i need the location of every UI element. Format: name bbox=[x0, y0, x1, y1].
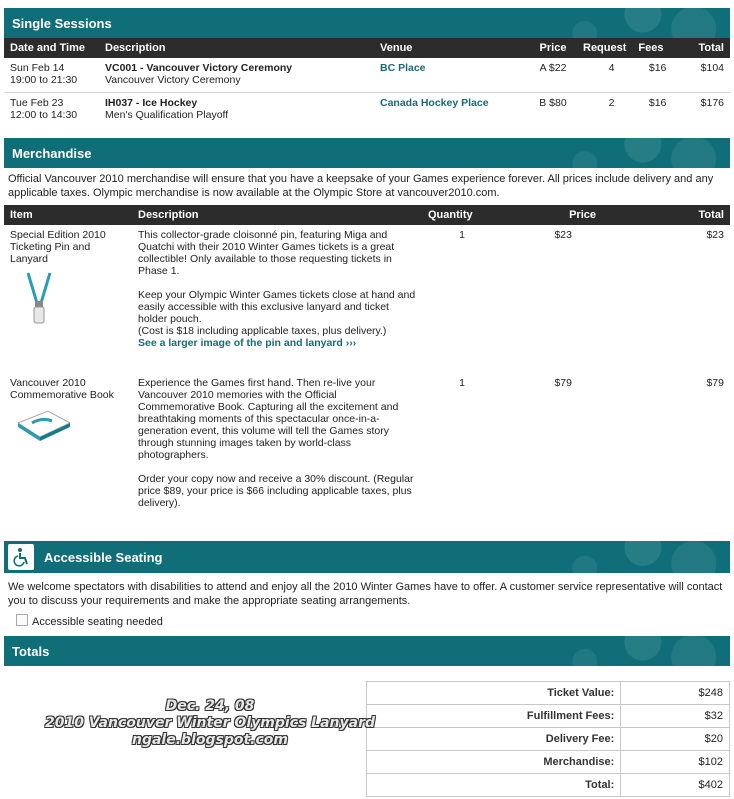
table-row bbox=[4, 92, 730, 126]
col-description: Description bbox=[99, 38, 374, 58]
section-title: Totals bbox=[12, 643, 50, 659]
totals-label: Fulfillment Fees: bbox=[367, 705, 621, 728]
merchandise-table bbox=[4, 205, 730, 523]
session-time: 19:00 to 21:30 bbox=[10, 74, 78, 86]
item-description: This collector-grade cloisonné pin, featuring Miga and Quatchi with their 2010 Winter Games tickets is a great collectible! Only available to those requesting tickets in Phase 1. bbox=[138, 229, 395, 277]
totals-label: Merchandise: bbox=[367, 751, 621, 774]
session-desc: Vancouver Victory Ceremony bbox=[105, 74, 241, 86]
session-date: Tue Feb 23 bbox=[10, 96, 64, 109]
accessible-intro: We welcome spectators with disabilities to attend and enjoy all the 2010 Winter Games have to offer. A customer service representative will contact you to discuss your requirements and make the appropriate seating arrangements. bbox=[8, 581, 723, 607]
totals-value: $402 bbox=[621, 774, 730, 797]
totals-value: $20 bbox=[621, 728, 730, 751]
venue-link[interactable]: Canada Hockey Place bbox=[380, 96, 489, 109]
lanyard-icon bbox=[24, 271, 54, 327]
item-name: Vancouver 2010 Commemorative Book bbox=[10, 377, 114, 401]
totals-value: $102 bbox=[621, 751, 730, 774]
totals-value: $32 bbox=[621, 705, 730, 728]
table-row bbox=[4, 225, 730, 373]
session-code: IH037 - Ice Hockey bbox=[105, 96, 198, 109]
session-request: 4 bbox=[577, 58, 632, 92]
session-time: 12:00 to 14:30 bbox=[10, 108, 78, 121]
item-description: Order your copy now and receive a 30% discount. (Regular price $89, your price is $66 including applicable taxes, plus delivery). bbox=[138, 473, 414, 509]
wheelchair-icon bbox=[8, 544, 34, 570]
watermark-line: Dec. 24, 08 bbox=[165, 698, 255, 714]
sessions-table bbox=[4, 38, 730, 126]
session-request: 2 bbox=[608, 96, 615, 109]
col-description: Description bbox=[132, 205, 422, 225]
totals-label: Delivery Fee: bbox=[367, 728, 621, 751]
col-item: Item bbox=[4, 205, 132, 225]
item-total: $23 bbox=[706, 229, 724, 241]
accessible-seating-label: Accessible seating needed bbox=[32, 616, 163, 628]
single-sessions-header bbox=[4, 8, 730, 38]
session-price: A $22 bbox=[529, 58, 577, 92]
table-row bbox=[367, 774, 730, 797]
watermark bbox=[40, 698, 380, 749]
table-row bbox=[367, 705, 730, 728]
col-total: Total bbox=[680, 38, 730, 58]
section-title: Merchandise bbox=[12, 145, 92, 161]
item-price: $79 bbox=[554, 377, 572, 389]
col-price: Price bbox=[529, 38, 577, 58]
totals-value: $248 bbox=[621, 682, 730, 705]
col-total: Total bbox=[602, 205, 730, 225]
item-price: $23 bbox=[554, 229, 572, 241]
session-fees: $16 bbox=[632, 58, 680, 92]
item-quantity: 1 bbox=[459, 377, 465, 389]
larger-image-link[interactable]: See a larger image of the pin and lanyard ››› bbox=[138, 337, 357, 349]
totals-header bbox=[4, 636, 730, 666]
book-icon bbox=[14, 407, 74, 443]
item-name: Special Edition 2010 Ticketing Pin and Lanyard bbox=[10, 229, 106, 265]
col-request: Request bbox=[577, 38, 632, 58]
session-code: VC001 - Vancouver Victory Ceremony bbox=[105, 62, 293, 74]
session-desc: Men's Qualification Playoff bbox=[105, 108, 229, 121]
table-row bbox=[4, 373, 730, 523]
session-price: B $80 bbox=[539, 96, 567, 109]
table-row bbox=[367, 728, 730, 751]
item-total: $79 bbox=[706, 377, 724, 389]
venue-link[interactable]: BC Place bbox=[380, 62, 426, 74]
session-fees: $16 bbox=[648, 96, 667, 109]
col-fees: Fees bbox=[632, 38, 680, 58]
item-quantity: 1 bbox=[459, 229, 465, 241]
session-date: Sun Feb 14 bbox=[10, 62, 65, 74]
session-total: $104 bbox=[680, 58, 730, 92]
col-date: Date and Time bbox=[4, 38, 99, 58]
section-title: Single Sessions bbox=[12, 15, 112, 31]
item-description: (Cost is $18 including applicable taxes, plus delivery.) bbox=[138, 325, 387, 337]
merchandise-header bbox=[4, 138, 730, 168]
table-row bbox=[367, 682, 730, 705]
merchandise-intro: Official Vancouver 2010 merchandise will ensure that you have a keepsake of your Games experience forever. All prices include delivery and any applicable taxes. Olympic merchandise is now available at the Olympic Store at vancouver2010.com. bbox=[8, 173, 714, 199]
col-price: Price bbox=[502, 205, 602, 225]
totals-label: Total: bbox=[367, 774, 621, 797]
col-quantity: Quantity bbox=[422, 205, 502, 225]
item-description: Keep your Olympic Winter Games tickets close at hand and easily accessible with this exclusive lanyard and ticket holder pouch. bbox=[138, 289, 416, 325]
watermark-line: ngale.blogspot.com bbox=[132, 732, 288, 748]
totals-table bbox=[366, 681, 730, 797]
session-total: $176 bbox=[700, 96, 724, 109]
section-title: Accessible Seating bbox=[44, 549, 163, 565]
item-description: Experience the Games first hand. Then re-live your Vancouver 2010 memories with the Official Commemorative Book. Capturing all the excitement and breathtaking moments of this spectacular once-in-a-generation event, this volume will tell the Games story through stunning images taken by world-class photographers. bbox=[138, 377, 399, 461]
accessible-seating-header bbox=[4, 541, 730, 573]
totals-label: Ticket Value: bbox=[367, 682, 621, 705]
accessible-seating-checkbox[interactable] bbox=[16, 614, 28, 626]
table-row bbox=[4, 58, 730, 92]
table-row bbox=[367, 751, 730, 774]
watermark-line: 2010 Vancouver Winter Olympics Lanyard bbox=[44, 715, 376, 731]
col-venue: Venue bbox=[374, 38, 529, 58]
